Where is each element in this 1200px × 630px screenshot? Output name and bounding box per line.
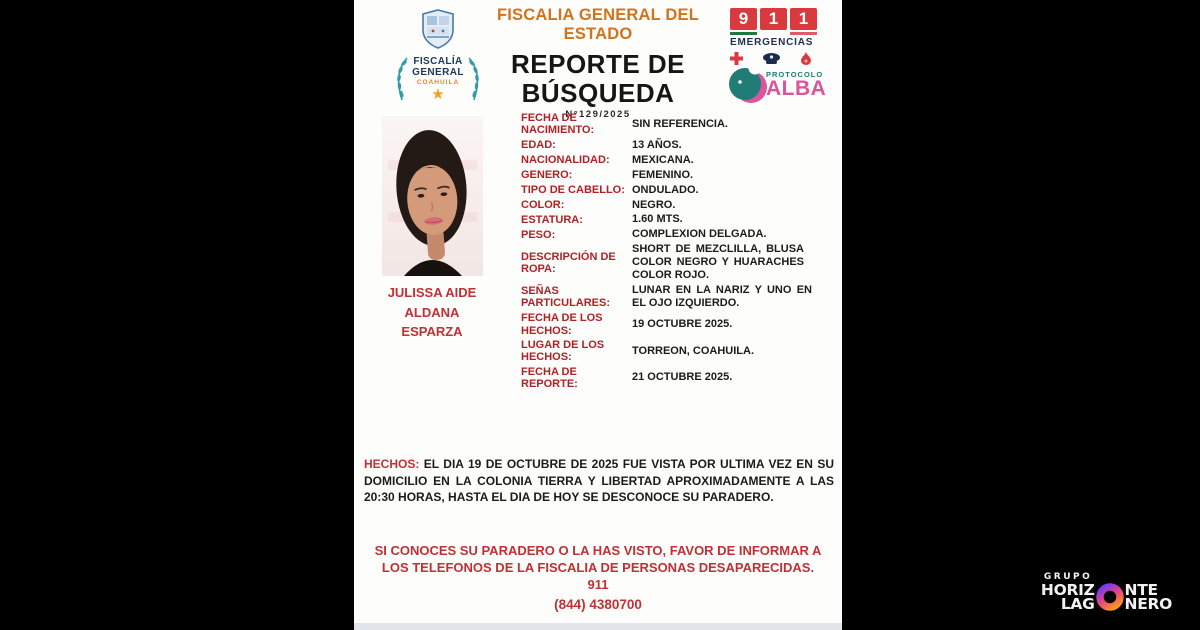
field-row-report-date bbox=[521, 366, 833, 391]
field-row-hair-type bbox=[521, 184, 833, 197]
contact-notice-line1: SI CONOCES SU PARADERO O LA HAS VISTO, FAVOR DE INFORMAR A bbox=[374, 543, 822, 558]
bottom-strip bbox=[354, 623, 842, 630]
field-row-nationality bbox=[521, 154, 833, 167]
field-label: FECHA DE NACIMIENTO: bbox=[521, 112, 595, 137]
person-name-line1: JULISSA AIDE bbox=[387, 285, 477, 300]
digit-square-9: 9 bbox=[730, 8, 757, 30]
field-label: LUGAR DE LOS HECHOS: bbox=[521, 338, 605, 364]
alba-text bbox=[766, 70, 826, 99]
hechos-paragraph bbox=[364, 456, 834, 506]
flag-bar-green bbox=[730, 32, 757, 35]
field-value: COMPLEXION DELGADA. bbox=[632, 228, 767, 241]
emergency-number: 911 bbox=[587, 577, 609, 593]
field-label: ESTATURA: bbox=[521, 213, 583, 226]
field-row-marks bbox=[521, 284, 833, 310]
contact-notice-line2: LOS TELEFONOS DE LA FISCALIA DE PERSONAS DESAPARECIDAS. bbox=[381, 560, 815, 576]
field-value: SIN REFERENCIA. bbox=[632, 117, 728, 130]
watermark-horiz: HORIZ bbox=[1040, 581, 1095, 599]
field-label: NACIONALIDAD: bbox=[521, 153, 610, 166]
phone-number: (844) 4380700 bbox=[554, 597, 642, 612]
protocolo-alba-logo bbox=[726, 62, 836, 106]
report-document bbox=[354, 0, 842, 630]
hechos-text: EL DIA 19 DE OCTUBRE DE 2025 FUE VISTA POR ULTIMA VEZ EN SU DOMICILIO EN LA COLONIA TIERRA Y LIBERTAD APROXIMADAMENTE A LAS 20:30 HORAS, HASTA EL DIA DE HOY SE DESCONOCE SU PARADERO. bbox=[364, 457, 834, 505]
flag-bar-red bbox=[790, 32, 817, 35]
person-details-list bbox=[521, 112, 833, 390]
alba-elephant-icon bbox=[726, 62, 770, 106]
field-label: DESCRIPCIÓN DE ROPA: bbox=[521, 250, 616, 275]
field-value: NEGRO. bbox=[632, 198, 676, 211]
person-name-line2: ALDANA bbox=[404, 304, 460, 320]
person-name bbox=[362, 283, 502, 342]
field-label: PESO: bbox=[521, 228, 556, 241]
flag-bars bbox=[730, 32, 824, 35]
field-value: 13 AÑOS. bbox=[632, 138, 682, 151]
watermark-wordmark bbox=[1041, 583, 1172, 611]
field-value: 1.60 MTS. bbox=[632, 213, 683, 226]
document-header bbox=[472, 6, 724, 120]
field-row-incident-date bbox=[521, 312, 833, 337]
field-label: TIPO DE CABELLO: bbox=[521, 183, 625, 196]
agency-title-line1: FISCALIA GENERAL DEL bbox=[496, 6, 699, 24]
flag-bar-spacer bbox=[760, 32, 787, 35]
contact-notice bbox=[364, 542, 832, 593]
field-row-gender bbox=[521, 169, 833, 182]
field-label: FECHA DE LOS HECHOS: bbox=[521, 312, 603, 337]
field-value: MEXICANA. bbox=[632, 153, 694, 166]
field-label: COLOR: bbox=[521, 198, 565, 211]
field-value: TORREON, COAHUILA. bbox=[632, 344, 755, 357]
digit-squares bbox=[730, 8, 824, 30]
field-row-hair-color bbox=[521, 199, 833, 212]
report-number: N°129/2025 bbox=[565, 109, 631, 121]
field-label: FECHA DE REPORTE: bbox=[521, 365, 578, 390]
watermark-nte: NTE bbox=[1124, 581, 1158, 599]
emergencias-911-logo bbox=[730, 8, 824, 65]
agency-title bbox=[472, 6, 724, 45]
field-row-height bbox=[521, 213, 833, 226]
person-name-line3: ESPARZA bbox=[401, 324, 463, 339]
coahuila-shield-icon bbox=[418, 8, 458, 50]
field-value: SHORT DE MEZCLILLA, BLUSA COLOR NEGRO Y HUARACHES COLOR ROJO. bbox=[632, 243, 804, 282]
field-row-clothing bbox=[521, 243, 833, 282]
field-value: ONDULADO. bbox=[632, 183, 699, 196]
digit-square-1b: 1 bbox=[790, 8, 817, 30]
watermark-lag: LAG bbox=[1060, 595, 1095, 613]
field-label: EDAD: bbox=[521, 138, 556, 151]
field-label: GENERO: bbox=[521, 168, 573, 181]
field-value: LUNAR EN LA NARIZ Y UNO EN EL OJO IZQUIERDO. bbox=[632, 284, 812, 310]
agency-title-line2: ESTADO bbox=[563, 25, 633, 44]
alba-name-label: ALBA bbox=[766, 76, 827, 100]
laurel-left-icon bbox=[394, 56, 410, 102]
emergencias-label: EMERGENCIAS bbox=[730, 37, 814, 48]
field-row-incident-place bbox=[521, 339, 833, 364]
report-title bbox=[472, 50, 724, 107]
portrait-illustration bbox=[382, 116, 483, 276]
fiscalia-state: COAHUILA bbox=[416, 79, 460, 87]
field-value: 21 OCTUBRE 2025. bbox=[632, 371, 733, 384]
watermark-nero: NERO bbox=[1124, 595, 1172, 613]
field-label: SEÑAS PARTICULARES: bbox=[521, 284, 611, 310]
fiscalia-name-line1: FISCALÍA bbox=[413, 56, 463, 67]
alba-protocolo-label: PROTOCOLO bbox=[766, 69, 824, 79]
field-value: FEMENINO. bbox=[632, 168, 694, 181]
report-title-line2: BÚSQUEDA bbox=[521, 77, 675, 108]
person-photo bbox=[382, 116, 483, 276]
watermark-grupo-horizonte-lagonero bbox=[1041, 572, 1172, 611]
field-value: 19 OCTUBRE 2025. bbox=[632, 318, 733, 331]
report-title-line1: REPORTE DE bbox=[510, 48, 686, 79]
field-row-birthdate bbox=[521, 112, 833, 137]
watermark-grupo-label: GRUPO bbox=[1043, 572, 1093, 582]
fiscalia-logo bbox=[396, 8, 480, 102]
fiscalia-name-line2: GENERAL bbox=[412, 67, 464, 79]
star-icon: ★ bbox=[431, 86, 445, 104]
hechos-label: HECHOS: bbox=[364, 457, 420, 471]
digit-square-1a: 1 bbox=[760, 8, 787, 30]
gradient-o-ring-icon bbox=[1095, 583, 1125, 611]
field-row-weight bbox=[521, 228, 833, 241]
field-row-age bbox=[521, 139, 833, 152]
